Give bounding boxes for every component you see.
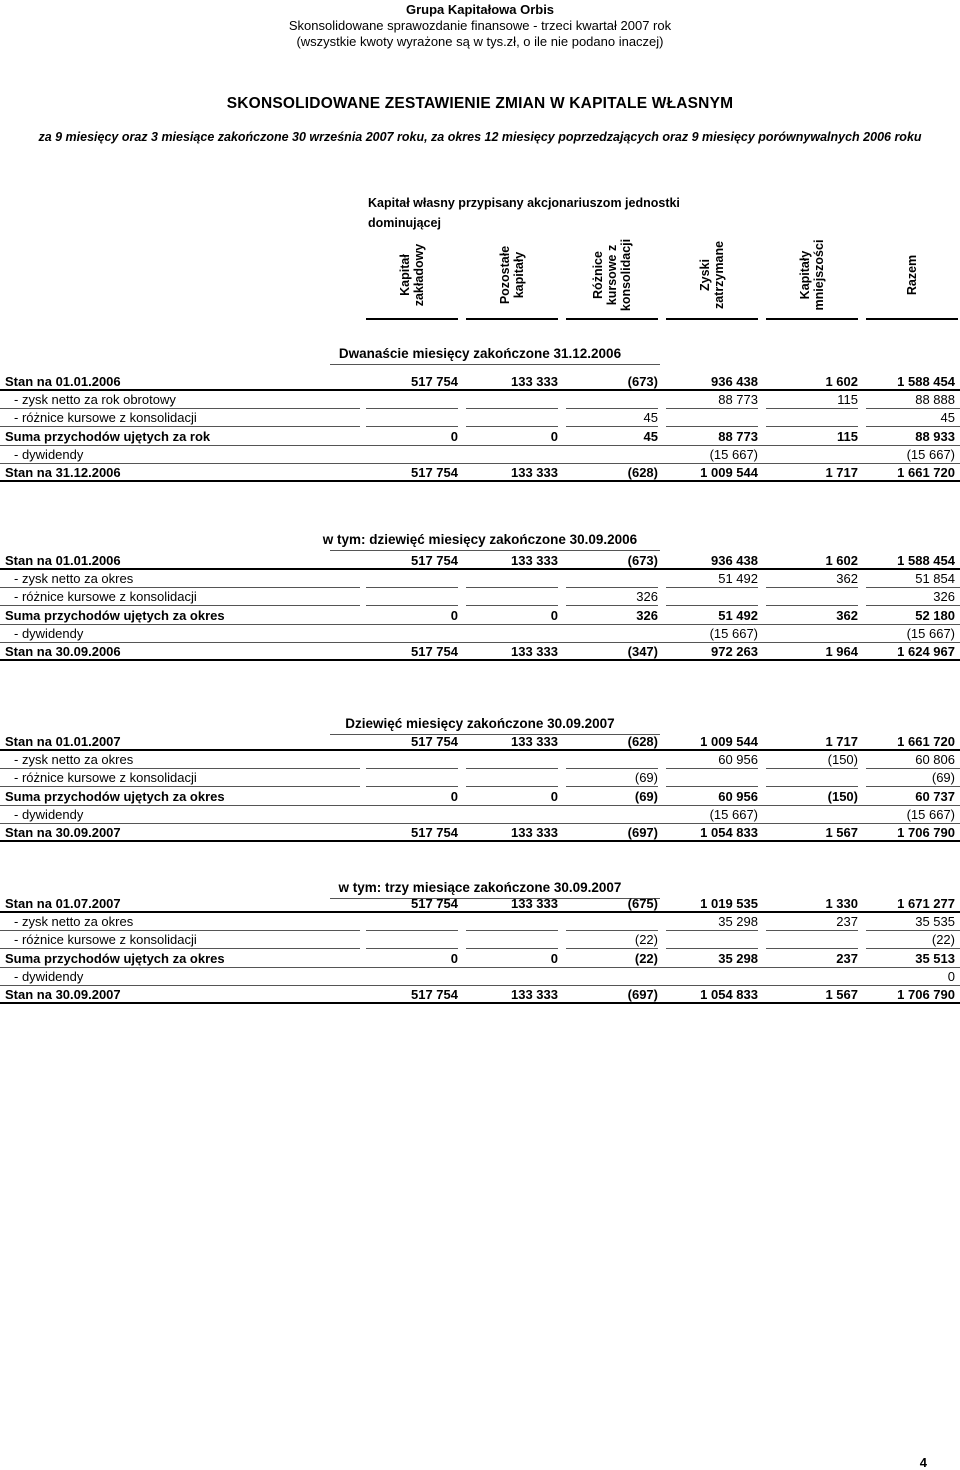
cell-kapitaly-mniejszosci: (150) xyxy=(827,789,858,804)
cell-roznice-kursowe: (69) xyxy=(634,770,658,785)
cell-razem: (69) xyxy=(931,770,955,785)
row-label: Stan na 30.09.2006 xyxy=(5,644,121,659)
cell-rule xyxy=(366,948,458,949)
cell-roznice-kursowe: (673) xyxy=(627,374,658,389)
cell-zyski-zatrzymane: 936 438 xyxy=(711,553,758,568)
section-title: w tym: dziewięć miesięcy zakończone 30.09.2006 xyxy=(322,532,638,547)
cell-kapitaly-mniejszosci: 1 602 xyxy=(825,553,858,568)
row-label: - zysk netto za okres xyxy=(14,571,134,586)
cell-razem: 52 180 xyxy=(915,608,955,623)
row-label: Suma przychodów ujętych za okres xyxy=(5,608,225,623)
cell-roznice-kursowe: (675) xyxy=(627,896,658,911)
page-number: 4 xyxy=(919,1455,927,1470)
cell-kapital-zakladowy: 517 754 xyxy=(411,734,458,749)
cell-razem: 1 661 720 xyxy=(897,734,955,749)
table-row xyxy=(0,788,960,806)
cell-rule xyxy=(366,426,458,427)
currency-note: (wszystkie kwoty wyrażone są w tys.zł, o ile nie podano inaczej) xyxy=(296,34,664,49)
cell-pozostale-kapitaly: 133 333 xyxy=(511,896,558,911)
cell-rule xyxy=(466,948,558,949)
cell-pozostale-kapitaly: 133 333 xyxy=(511,987,558,1002)
row-label: Stan na 01.01.2006 xyxy=(5,553,121,568)
cell-zyski-zatrzymane: 60 956 xyxy=(718,752,758,767)
row-label: - zysk netto za okres xyxy=(14,752,134,767)
cell-pozostale-kapitaly: 133 333 xyxy=(511,374,558,389)
table-row xyxy=(0,464,960,482)
row-label: - różnice kursowe z konsolidacji xyxy=(14,932,197,947)
cell-roznice-kursowe: (697) xyxy=(627,987,658,1002)
cell-kapitaly-mniejszosci: 1 964 xyxy=(825,644,858,659)
cell-kapital-zakladowy: 517 754 xyxy=(411,465,458,480)
row-label: - różnice kursowe z konsolidacji xyxy=(14,589,197,604)
column-header-label: Pozostałe kapitały xyxy=(498,245,526,305)
table-row xyxy=(0,607,960,625)
row-rule xyxy=(0,840,960,842)
cell-kapitaly-mniejszosci: 1 567 xyxy=(825,825,858,840)
table-row xyxy=(0,751,960,769)
column-header-label: Kapitały mniejszości xyxy=(798,239,826,311)
row-label: - dywidendy xyxy=(14,626,84,641)
table-row xyxy=(0,446,960,464)
cell-razem: 88 888 xyxy=(915,392,955,407)
cell-razem: (15 667) xyxy=(906,626,955,641)
row-label: - różnice kursowe z konsolidacji xyxy=(14,410,197,425)
row-rule xyxy=(0,480,960,482)
cell-rule xyxy=(366,786,458,787)
section-title: Dziewięć miesięcy zakończone 30.09.2007 xyxy=(345,716,615,731)
cell-pozostale-kapitaly: 0 xyxy=(550,429,558,444)
table-row xyxy=(0,895,960,913)
cell-rule xyxy=(666,426,758,427)
cell-zyski-zatrzymane: (15 667) xyxy=(709,447,758,462)
cell-rule xyxy=(566,426,658,427)
column-header-label: Kapitał zakładowy xyxy=(398,243,426,307)
cell-kapitaly-mniejszosci: 362 xyxy=(836,608,858,623)
table-row xyxy=(0,428,960,446)
cell-kapitaly-mniejszosci: (150) xyxy=(827,752,858,767)
row-label: - różnice kursowe z konsolidacji xyxy=(14,770,197,785)
company-name: Grupa Kapitałowa Orbis xyxy=(405,2,555,17)
row-label: Suma przychodów ujętych za okres xyxy=(5,951,225,966)
section-title-underline xyxy=(330,550,660,551)
cell-razem: 88 933 xyxy=(915,429,955,444)
table-row xyxy=(0,913,960,931)
cell-pozostale-kapitaly: 133 333 xyxy=(511,465,558,480)
cell-rule xyxy=(866,605,960,606)
cell-kapital-zakladowy: 517 754 xyxy=(411,644,458,659)
cell-rule xyxy=(566,786,658,787)
table-row xyxy=(0,824,960,842)
cell-zyski-zatrzymane: 1 054 833 xyxy=(700,825,758,840)
table-row xyxy=(0,409,960,427)
row-label: Stan na 01.01.2007 xyxy=(5,734,121,749)
cell-rule xyxy=(366,605,458,606)
cell-roznice-kursowe: (22) xyxy=(634,932,658,947)
cell-kapital-zakladowy: 517 754 xyxy=(411,553,458,568)
cell-rule xyxy=(766,948,858,949)
cell-roznice-kursowe: (697) xyxy=(627,825,658,840)
cell-zyski-zatrzymane: (15 667) xyxy=(709,807,758,822)
cell-roznice-kursowe: 326 xyxy=(636,589,658,604)
cell-razem: 1 706 790 xyxy=(897,825,955,840)
cell-rule xyxy=(566,605,658,606)
table-row xyxy=(0,931,960,949)
cell-roznice-kursowe: 326 xyxy=(636,608,658,623)
table-row xyxy=(0,733,960,751)
group-header: Kapitał własny przypisany akcjonariuszom jednostki dominującej xyxy=(368,196,680,230)
cell-razem: 1 588 454 xyxy=(897,374,955,389)
table-row xyxy=(0,588,960,606)
cell-kapitaly-mniejszosci: 1 330 xyxy=(825,896,858,911)
cell-rule xyxy=(766,426,858,427)
column-header-kapitaly-mniejszosci xyxy=(766,232,858,320)
cell-pozostale-kapitaly: 133 333 xyxy=(511,734,558,749)
table-row xyxy=(0,552,960,570)
cell-kapital-zakladowy: 517 754 xyxy=(411,896,458,911)
cell-pozostale-kapitaly: 0 xyxy=(550,789,558,804)
cell-zyski-zatrzymane: 35 298 xyxy=(718,951,758,966)
cell-roznice-kursowe: (628) xyxy=(627,465,658,480)
cell-razem: 1 624 967 xyxy=(897,644,955,659)
cell-kapitaly-mniejszosci: 1 717 xyxy=(825,734,858,749)
row-label: Stan na 01.07.2007 xyxy=(5,896,121,911)
cell-rule xyxy=(666,948,758,949)
statement-subtitle: za 9 miesięcy oraz 3 miesiące zakończone 30 września 2007 roku, za okres 12 miesięcy poprzedzających oraz 9 miesięcy porównywalnych 2006 roku xyxy=(38,130,922,144)
column-header-kapital-zakladowy xyxy=(366,232,458,320)
cell-razem: 1 661 720 xyxy=(897,465,955,480)
cell-zyski-zatrzymane: 1 054 833 xyxy=(700,987,758,1002)
row-label: Suma przychodów ujętych za rok xyxy=(5,429,211,444)
cell-pozostale-kapitaly: 0 xyxy=(550,951,558,966)
cell-pozostale-kapitaly: 133 333 xyxy=(511,553,558,568)
cell-razem: 60 737 xyxy=(915,789,955,804)
cell-rule xyxy=(466,605,558,606)
table-row xyxy=(0,968,960,986)
cell-kapitaly-mniejszosci: 1 567 xyxy=(825,987,858,1002)
table-row xyxy=(0,986,960,1004)
cell-rule xyxy=(766,786,858,787)
cell-kapital-zakladowy: 0 xyxy=(450,429,458,444)
row-label: - dywidendy xyxy=(14,447,84,462)
cell-zyski-zatrzymane: 88 773 xyxy=(718,392,758,407)
table-row xyxy=(0,391,960,409)
cell-razem: 60 806 xyxy=(915,752,955,767)
cell-pozostale-kapitaly: 133 333 xyxy=(511,644,558,659)
cell-razem: (22) xyxy=(931,932,955,947)
section-title: Dwanaście miesięcy zakończone 31.12.2006 xyxy=(338,346,622,361)
cell-rule xyxy=(666,605,758,606)
cell-pozostale-kapitaly: 0 xyxy=(550,608,558,623)
column-header-zyski-zatrzymane xyxy=(666,232,758,320)
cell-roznice-kursowe: (628) xyxy=(627,734,658,749)
column-header-label: Różnice kursowe z konsolidacji xyxy=(591,238,633,312)
cell-razem: (15 667) xyxy=(906,807,955,822)
cell-zyski-zatrzymane: 1 009 544 xyxy=(700,734,758,749)
cell-zyski-zatrzymane: 1 019 535 xyxy=(700,896,758,911)
cell-rule xyxy=(466,426,558,427)
cell-rule xyxy=(566,948,658,949)
label-rule xyxy=(0,948,360,949)
row-label: - zysk netto za okres xyxy=(14,914,134,929)
table-row xyxy=(0,570,960,588)
cell-roznice-kursowe: 45 xyxy=(643,429,658,444)
column-header-label: Razem xyxy=(905,254,919,296)
cell-razem: 35 513 xyxy=(915,951,955,966)
table-row xyxy=(0,950,960,968)
column-header-label: Zyski zatrzymane xyxy=(698,240,726,310)
cell-rule xyxy=(666,786,758,787)
cell-kapitaly-mniejszosci: 115 xyxy=(837,392,858,407)
cell-zyski-zatrzymane: 88 773 xyxy=(718,429,758,444)
statement-title: SKONSOLIDOWANE ZESTAWIENIE ZMIAN W KAPITALE WŁASNYM xyxy=(226,95,734,112)
cell-roznice-kursowe: (347) xyxy=(627,644,658,659)
row-label: Suma przychodów ujętych za okres xyxy=(5,789,225,804)
cell-zyski-zatrzymane: 60 956 xyxy=(718,789,758,804)
cell-zyski-zatrzymane: 936 438 xyxy=(711,374,758,389)
table-row xyxy=(0,373,960,391)
label-rule xyxy=(0,786,360,787)
cell-rule xyxy=(866,426,960,427)
cell-rule xyxy=(466,786,558,787)
cell-roznice-kursowe: (673) xyxy=(627,553,658,568)
cell-kapitaly-mniejszosci: 362 xyxy=(836,571,858,586)
cell-razem: 0 xyxy=(947,969,955,984)
cell-zyski-zatrzymane: 972 263 xyxy=(711,644,758,659)
cell-kapitaly-mniejszosci: 1 602 xyxy=(825,374,858,389)
cell-zyski-zatrzymane: 35 298 xyxy=(718,914,758,929)
cell-razem: 35 535 xyxy=(915,914,955,929)
section-title: w tym: trzy miesiące zakończone 30.09.2007 xyxy=(338,880,622,895)
cell-kapitaly-mniejszosci: 237 xyxy=(836,914,858,929)
cell-kapital-zakladowy: 0 xyxy=(450,789,458,804)
cell-kapital-zakladowy: 517 754 xyxy=(411,825,458,840)
cell-roznice-kursowe: 45 xyxy=(643,410,658,425)
cell-zyski-zatrzymane: (15 667) xyxy=(709,626,758,641)
column-header-pozostale-kapitaly xyxy=(466,232,558,320)
report-title: Skonsolidowane sprawozdanie finansowe - trzeci kwartał 2007 rok xyxy=(288,18,672,33)
row-label: Stan na 30.09.2007 xyxy=(5,987,121,1002)
cell-kapitaly-mniejszosci: 1 717 xyxy=(825,465,858,480)
cell-razem: 1 588 454 xyxy=(897,553,955,568)
row-label: - dywidendy xyxy=(14,969,84,984)
cell-kapitaly-mniejszosci: 115 xyxy=(837,429,858,444)
row-rule xyxy=(0,659,960,661)
cell-rule xyxy=(766,605,858,606)
table-row xyxy=(0,643,960,661)
cell-kapital-zakladowy: 0 xyxy=(450,951,458,966)
cell-kapital-zakladowy: 517 754 xyxy=(411,374,458,389)
row-label: Stan na 31.12.2006 xyxy=(5,465,121,480)
cell-razem: (15 667) xyxy=(906,447,955,462)
cell-razem: 1 706 790 xyxy=(897,987,955,1002)
label-rule xyxy=(0,605,360,606)
cell-razem: 51 854 xyxy=(915,571,955,586)
cell-roznice-kursowe: (22) xyxy=(634,951,658,966)
row-label: - zysk netto za rok obrotowy xyxy=(14,392,176,407)
table-row xyxy=(0,769,960,787)
label-rule xyxy=(0,426,360,427)
column-header-razem xyxy=(866,232,958,320)
cell-roznice-kursowe: (69) xyxy=(634,789,658,804)
row-label: Stan na 01.01.2006 xyxy=(5,374,121,389)
cell-kapitaly-mniejszosci: 237 xyxy=(836,951,858,966)
row-rule xyxy=(0,1002,960,1004)
cell-kapital-zakladowy: 0 xyxy=(450,608,458,623)
cell-razem: 1 671 277 xyxy=(897,896,955,911)
cell-rule xyxy=(866,786,960,787)
row-label: Stan na 30.09.2007 xyxy=(5,825,121,840)
cell-kapital-zakladowy: 517 754 xyxy=(411,987,458,1002)
row-label: - dywidendy xyxy=(14,807,84,822)
column-header-roznice-kursowe xyxy=(566,232,658,320)
cell-zyski-zatrzymane: 1 009 544 xyxy=(700,465,758,480)
cell-rule xyxy=(866,948,960,949)
cell-zyski-zatrzymane: 51 492 xyxy=(718,571,758,586)
table-row xyxy=(0,625,960,643)
cell-zyski-zatrzymane: 51 492 xyxy=(718,608,758,623)
cell-pozostale-kapitaly: 133 333 xyxy=(511,825,558,840)
section-title-underline xyxy=(330,364,660,365)
cell-razem: 45 xyxy=(940,410,955,425)
cell-razem: 326 xyxy=(933,589,955,604)
table-row xyxy=(0,806,960,824)
